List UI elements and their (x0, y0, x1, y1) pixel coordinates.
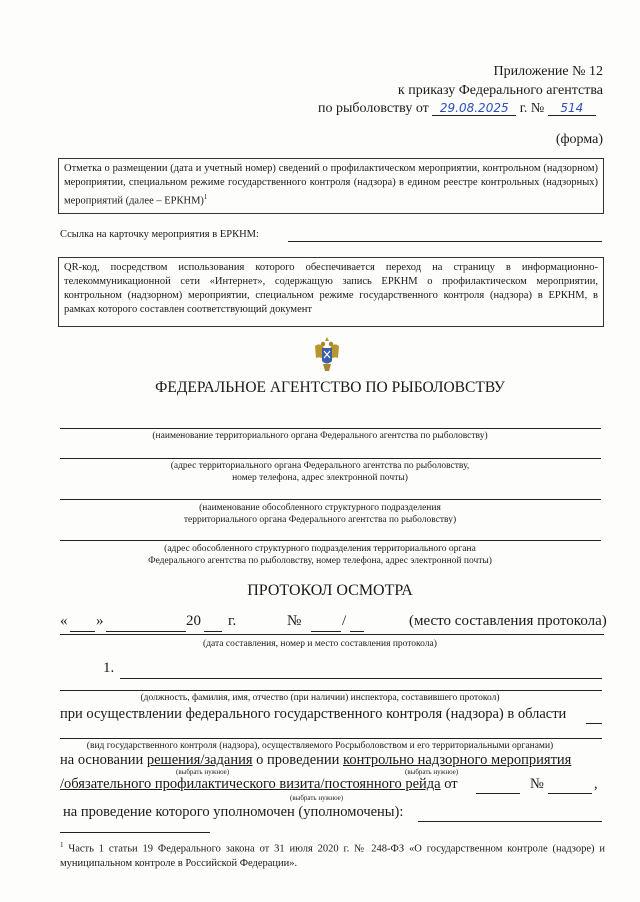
territorial-body-address-caption-1: (адрес территориального органа Федерального агентства по рыболовству, (170, 461, 470, 471)
event-number-sign: № (530, 776, 544, 792)
erknm-registration-text: Отметка о размещении (дата и учетный номер) сведений о профилактическом мероприятии, контрольном (надзорном) мероприятии, специальном режиме государственного контроля (надзора) в едином реестре контрольных (надзорных) мероприятий (далее – ЕРКНМ) (64, 163, 598, 207)
subdivision-address-caption-1: (адрес обособленного структурного подразделения территориального органа (164, 544, 476, 554)
agency-title: ФЕДЕРАЛЬНОЕ АГЕНТСТВО ПО РЫБОЛОВСТВУ (155, 379, 505, 396)
event-choice-options[interactable]: /обязательного профилактического визита/постоянного рейда (60, 776, 441, 792)
order-prefix: по рыболовству от (318, 101, 429, 116)
protocol-month-field[interactable] (106, 631, 186, 632)
form-label: (форма) (555, 132, 603, 147)
territorial-body-address-field[interactable] (60, 458, 601, 459)
basis-mid: о проведении (256, 752, 340, 768)
event-comma: , (594, 776, 598, 792)
basis-event-type[interactable]: контрольно надзорного мероприятия (343, 752, 572, 768)
footnote-text: Часть 1 статьи 19 Федерального закона от 31 июля 2020 г. № 248-ФЗ «О государственном контроле (надзоре) и муниципальном контроле в Российской Федерации». (60, 843, 605, 869)
protocol-day-field[interactable] (70, 631, 95, 632)
choose-hint-3: (выбрать нужное) (405, 768, 459, 776)
inspector-number: 1. (103, 660, 115, 676)
inspector-field-line-1[interactable] (120, 678, 602, 679)
event-choice-line (60, 776, 458, 793)
authorized-line: на проведение которого уполномочен (уполномочены): (63, 804, 404, 820)
control-type-field[interactable] (60, 738, 602, 739)
choose-hint-1: (выбрать нужное) (176, 768, 230, 776)
basis-choice[interactable]: решения/задания (146, 752, 253, 768)
protocol-number-field-1[interactable] (311, 631, 341, 632)
protocol-place-label: (место составления протокола) (409, 613, 607, 629)
subdivision-name-caption-1: (наименование обособленного структурного подразделения (199, 503, 441, 513)
control-area-line: при осуществлении федерального государственного контроля (надзора) в области (60, 706, 567, 722)
order-date-handwritten: 29.08.2025 (432, 101, 516, 116)
footnote-ref-1: 1 (203, 193, 208, 201)
protocol-number-slash: / (342, 613, 347, 629)
protocol-year-prefix: 20 (186, 613, 201, 629)
subdivision-address-caption-2: Федерального агентства по рыболовству, номер телефона, адрес электронной почты) (148, 556, 492, 566)
subdivision-name-field[interactable] (60, 499, 601, 500)
subdivision-name-caption-2: территориального органа Федерального агентства по рыболовству) (183, 515, 457, 525)
order-number-label: г. № (519, 101, 545, 116)
footnote-mark: 1 (60, 841, 64, 849)
protocol-place-underline[interactable] (60, 634, 604, 635)
subdivision-address-field[interactable] (60, 540, 601, 541)
territorial-body-name-field[interactable] (60, 428, 601, 429)
footnote (60, 838, 605, 871)
order-number-handwritten: 514 (548, 101, 596, 116)
control-type-caption: (вид государственного контроля (надзора), осуществляемого Росрыболовством и его территориальными органами) (86, 741, 554, 751)
coat-of-arms-emblem (312, 334, 342, 374)
territorial-body-address-caption-2: номер телефона, адрес электронной почты) (232, 473, 408, 483)
protocol-number-field-2[interactable] (350, 631, 364, 632)
authorized-field[interactable] (418, 821, 602, 822)
qr-code-box (58, 257, 604, 327)
protocol-date-close-quote: » (96, 613, 104, 629)
protocol-year-field[interactable] (204, 631, 222, 632)
protocol-number-sign: № (287, 613, 302, 629)
protocol-year-suffix: г. (228, 613, 237, 629)
qr-code-text: QR-код, посредством использования которого обеспечивается переход на страницу в информационно-телекоммуникационной сети «Интернет», содержащую запись ЕРКНМ о профилактическом мероприятии, контрольном (надзорном) мероприятии, специальном режиме государственного контроля (надзора) в ЕРКНМ, в рамках которого составлен соответствующий документ (64, 262, 598, 315)
basis-prefix: на основании (60, 752, 144, 768)
event-date-field[interactable] (476, 793, 520, 794)
event-number-field[interactable] (548, 793, 592, 794)
choose-hint-2: (выбрать нужное) (290, 794, 344, 802)
control-area-field[interactable] (586, 723, 602, 724)
appendix-number: Приложение № 12 (493, 64, 603, 79)
order-ref: к приказу Федерального агентства (397, 83, 603, 98)
inspector-caption: (должность, фамилия, имя, отчество (при наличии) инспектора, составившего протокол) (140, 693, 500, 703)
event-from-label: от (444, 776, 458, 792)
protocol-date-caption: (дата составления, номер и место составления протокола) (203, 639, 437, 649)
basis-line (60, 752, 571, 769)
protocol-date-open-quote: « (60, 613, 68, 629)
protocol-title: ПРОТОКОЛ ОСМОТРА (247, 582, 413, 599)
footnote-separator (60, 832, 210, 833)
order-date-line (318, 101, 596, 117)
erknm-link-label: Ссылка на карточку мероприятия в ЕРКНМ: (60, 229, 259, 240)
erknm-registration-box (58, 158, 604, 214)
erknm-link-field[interactable] (288, 241, 602, 242)
territorial-body-name-caption: (наименование территориального органа Федерального агентства по рыболовству) (152, 431, 488, 441)
inspector-field-line-2[interactable] (60, 690, 602, 691)
